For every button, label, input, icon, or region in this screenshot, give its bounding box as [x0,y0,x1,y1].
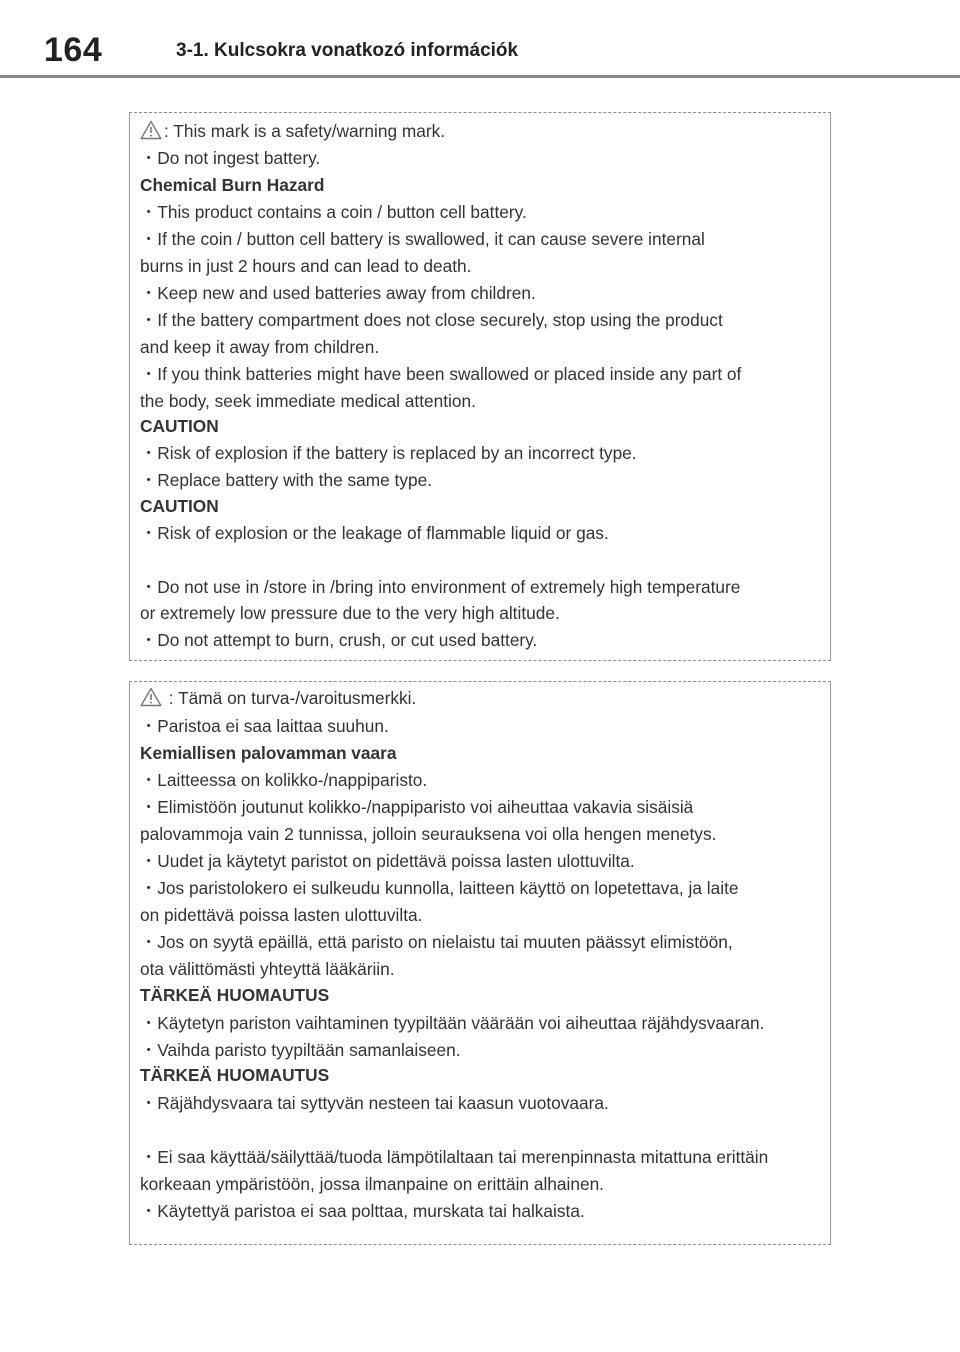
text-line: ・Räjähdysvaara tai syttyvän nesteen tai kaasun vuotovaara. [140,1093,609,1113]
text-line: ・This product contains a coin / button cell battery. [140,202,527,222]
text-line: ・Käytetyn pariston vaihtaminen tyypiltään väärään voi aiheuttaa räjähdysvaaran. [140,1013,765,1033]
section-heading: Kemiallisen palovamman vaara [140,743,397,763]
section-heading: Chemical Burn Hazard [140,175,325,195]
text-line: ・Do not ingest battery. [140,148,321,168]
text-line: ・Risk of explosion if the battery is replaced by an incorrect type. [140,443,637,463]
text-line: ・Risk of explosion or the leakage of flammable liquid or gas. [140,523,609,543]
text-line: ・If the battery compartment does not close securely, stop using the product [140,310,723,330]
warning-mark-line [140,119,445,143]
section-heading: TÄRKEÄ HUOMAUTUS [140,1065,330,1085]
text-line: ・Jos paristolokero ei sulkeudu kunnolla, laitteen käyttö on lopetettava, ja laite [140,878,739,898]
finnish-warning-box [129,681,831,1245]
text-line: on pidettävä poissa lasten ulottuvilta. [140,905,423,925]
page-number: 164 [44,31,103,69]
section-heading: CAUTION [140,416,219,436]
text-line: ・Do not use in /store in /bring into environment of extremely high temperature [140,577,741,597]
text-line: ・Keep new and used batteries away from children. [140,283,536,303]
header-rule [0,75,960,78]
text-line: the body, seek immediate medical attention. [140,391,476,411]
text-line: ・Replace battery with the same type. [140,470,433,490]
text-line: ・Vaihda paristo tyypiltään samanlaiseen. [140,1040,461,1060]
text-line: palovammoja vain 2 tunnissa, jolloin seurauksena voi olla hengen menetys. [140,824,717,844]
text-line: ・Käytettyä paristoa ei saa polttaa, murskata tai halkaista. [140,1201,585,1221]
warning-triangle-icon [140,687,162,707]
text-line: ・Paristoa ei saa laittaa suuhun. [140,716,389,736]
section-heading: TÄRKEÄ HUOMAUTUS [140,985,330,1005]
text-line: burns in just 2 hours and can lead to death. [140,256,472,276]
text-line: ・Do not attempt to burn, crush, or cut used battery. [140,630,538,650]
text-line: and keep it away from children. [140,337,380,357]
english-warning-box [129,112,831,661]
text-line: korkeaan ympäristöön, jossa ilmanpaine on erittäin alhainen. [140,1174,604,1194]
text-line: ・Ei saa käyttää/säilyttää/tuoda lämpötilaltaan tai merenpinnasta mitattuna erittäin [140,1147,769,1167]
section-heading: CAUTION [140,496,219,516]
warning-mark-text: : Tämä on turva-/varoitusmerkki. [164,688,417,708]
text-line: ・Uudet ja käytetyt paristot on pidettävä poissa lasten ulottuvilta. [140,851,635,871]
warning-mark-line [140,686,416,710]
text-line: ota välittömästi yhteyttä lääkäriin. [140,959,395,979]
text-line: or extremely low pressure due to the very high altitude. [140,603,560,623]
text-line: ・Laitteessa on kolikko-/nappiparisto. [140,770,428,790]
text-line: ・If you think batteries might have been swallowed or placed inside any part of [140,364,742,384]
text-line: ・If the coin / button cell battery is swallowed, it can cause severe internal [140,229,705,249]
page-header [0,0,960,80]
warning-mark-text: : This mark is a safety/warning mark. [164,121,446,141]
section-title: 3-1. Kulcsokra vonatkozó információk [176,40,519,61]
text-line: ・Jos on syytä epäillä, että paristo on nielaistu tai muuten päässyt elimistöön, [140,932,733,952]
warning-triangle-icon [140,120,162,140]
text-line: ・Elimistöön joutunut kolikko-/nappiparisto voi aiheuttaa vakavia sisäisiä [140,797,694,817]
